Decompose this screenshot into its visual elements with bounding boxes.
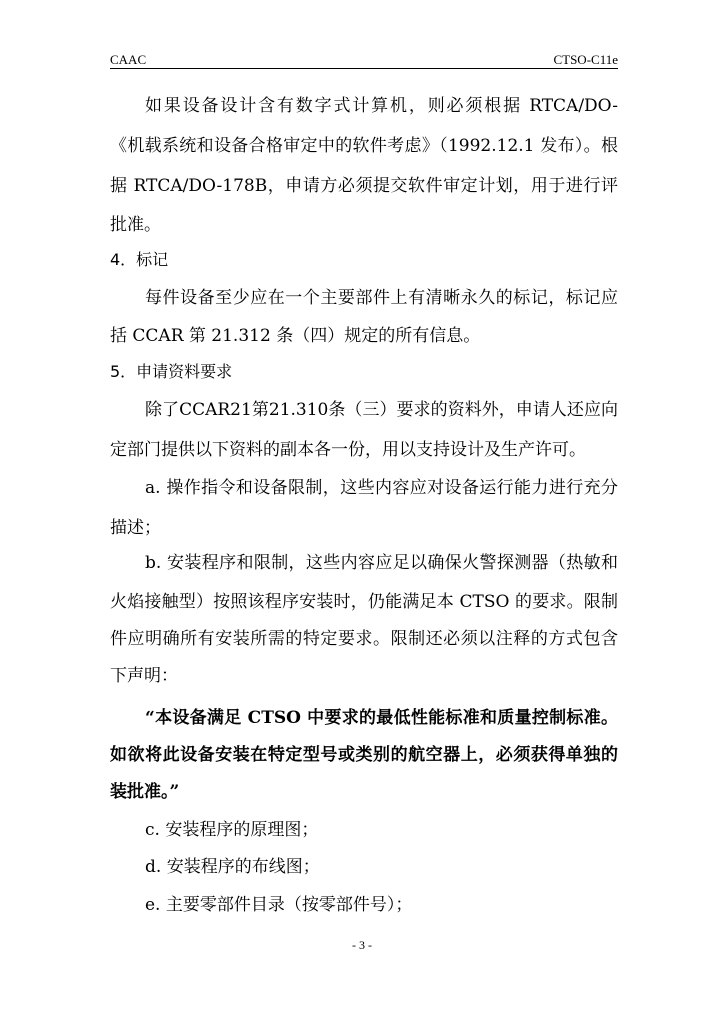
list-item-b-cont: 火焰接触型）按照该程序安装时，仍能满足本 CTSO 的要求。限制 (110, 592, 618, 612)
list-item-a: a. 操作指令和设备限制，这些内容应对设备运行能力进行充分 (145, 478, 618, 498)
paragraph-line: 每件设备至少应在一个主要部件上有清晰永久的标记，标记应 (145, 288, 618, 308)
list-item-d: d. 安装程序的布线图； (145, 857, 320, 877)
list-item-a-cont: 描述； (110, 518, 161, 538)
paragraph-line: 定部门提供以下资料的副本各一份，用以支持设计及生产许可。 (110, 440, 586, 460)
required-statement-cont: 如欲将此设备安装在特定型号或类别的航空器上，必须获得单独的 (110, 745, 618, 765)
paragraph-line: 括 CCAR 第 21.312 条（四）规定的所有信息。 (110, 326, 481, 346)
paragraph-line: 除了CCAR21第21.310条（三）要求的资料外，申请人还应向 (145, 400, 618, 420)
list-item-b-cont: 件应明确所有安装所需的特定要求。限制还必须以注释的方式包含 (110, 629, 618, 649)
required-statement: “本设备满足 CTSO 中要求的最低性能标准和质量控制标准。 (145, 708, 618, 728)
list-item-e: e. 主要零部件目录（按零部件号）； (145, 895, 413, 915)
header-doc-id: CTSO-C11e (553, 52, 618, 67)
section-heading-4: 4．标记 (110, 250, 169, 269)
page-number: - 3 - (352, 938, 372, 952)
paragraph-line: 《机载系统和设备合格审定中的软件考虑》（1992.12.1 发布）。根 (110, 136, 618, 156)
page-header (110, 52, 618, 69)
required-statement-cont: 装批准。” (110, 782, 180, 802)
paragraph-line: 如果设备设计含有数字式计算机，则必须根据 RTCA/DO- (145, 96, 618, 116)
section-heading-5: 5．申请资料要求 (110, 362, 233, 381)
paragraph-line: 批准。 (110, 215, 161, 235)
list-item-b: b. 安装程序和限制，这些内容应足以确保火警探测器（热敏和 (145, 553, 618, 573)
list-item-b-cont: 下声明： (110, 666, 178, 686)
paragraph-line: 据 RTCA/DO-178B，申请方必须提交软件审定计划，用于进行评 (110, 176, 618, 196)
header-org: CAAC (110, 52, 147, 67)
list-item-c: c. 安装程序的原理图； (145, 820, 319, 840)
